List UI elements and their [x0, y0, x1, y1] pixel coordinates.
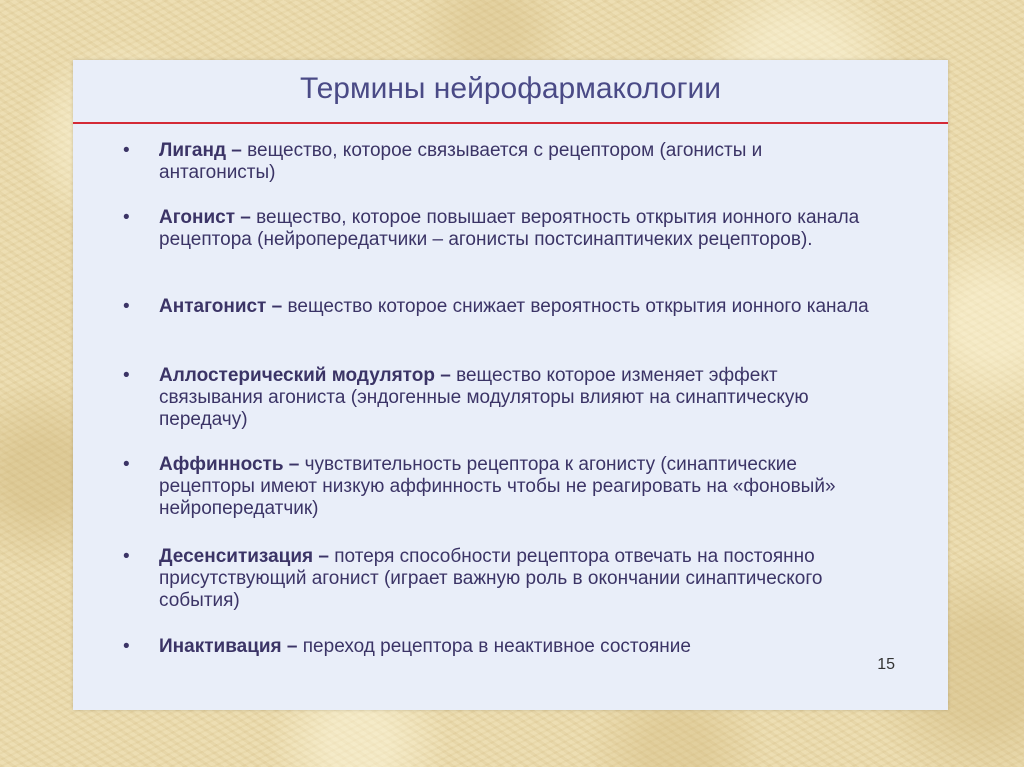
- term-name: Лиганд: [159, 140, 227, 161]
- term-definition: чувствительность рецептора к агонисту (синаптические рецепторы имеют низкую аффинность чтобы не реагировать на «фоновый» нейропередатчик): [159, 454, 836, 519]
- slide-title: Термины нейрофармакологии: [299, 72, 722, 105]
- term-dash: –: [235, 207, 257, 228]
- term-name: Агонист: [159, 207, 236, 228]
- bullet-icon: •: [123, 546, 130, 567]
- term-definition: вещество которое снижает вероятность открытия ионного канала: [287, 296, 869, 317]
- term-dash: –: [226, 140, 248, 161]
- term-definition: вещество которое изменяет эффект связывания агониста (эндогенные модуляторы влияют на синаптическую передачу): [159, 365, 809, 430]
- bullet-icon: •: [123, 365, 130, 386]
- term-definition: вещество, которое повышает вероятность открытия ионного канала рецептора (нейропередатчики – агонисты постсинаптичеких рецепторов).: [159, 207, 860, 250]
- list-item: [123, 207, 883, 251]
- term-name: Антагонист: [159, 296, 267, 317]
- bullet-icon: •: [123, 296, 130, 317]
- list-item: [123, 636, 883, 658]
- term-dash: –: [281, 636, 303, 657]
- term-definition: переход рецептора в неактивное состояние: [302, 636, 691, 657]
- term-name: Десенситизация: [159, 546, 314, 567]
- term-name: Аллостерический модулятор: [159, 365, 435, 386]
- list-item: [123, 140, 883, 184]
- page-number: 15: [877, 656, 895, 673]
- term-name: Инактивация: [159, 636, 282, 657]
- slide: [73, 60, 948, 710]
- term-dash: –: [313, 546, 335, 567]
- bullet-icon: •: [123, 636, 130, 657]
- list-item: [123, 546, 883, 612]
- bullet-icon: •: [123, 140, 130, 161]
- list-item: [123, 454, 883, 520]
- list-item: [123, 296, 883, 318]
- term-dash: –: [283, 454, 305, 475]
- bullet-icon: •: [123, 454, 130, 475]
- term-definition: вещество, которое связывается с рецептором (агонисты и антагонисты): [159, 140, 763, 183]
- list-item: [123, 365, 883, 431]
- term-dash: –: [434, 365, 457, 386]
- title-divider: [73, 122, 948, 124]
- term-dash: –: [266, 296, 288, 317]
- term-name: Аффинность: [159, 454, 284, 475]
- bullet-icon: •: [123, 207, 130, 228]
- term-definition: потеря способности рецептора отвечать на постоянно присутствующий агонист (играет важную роль в окончании синаптического события): [159, 546, 823, 611]
